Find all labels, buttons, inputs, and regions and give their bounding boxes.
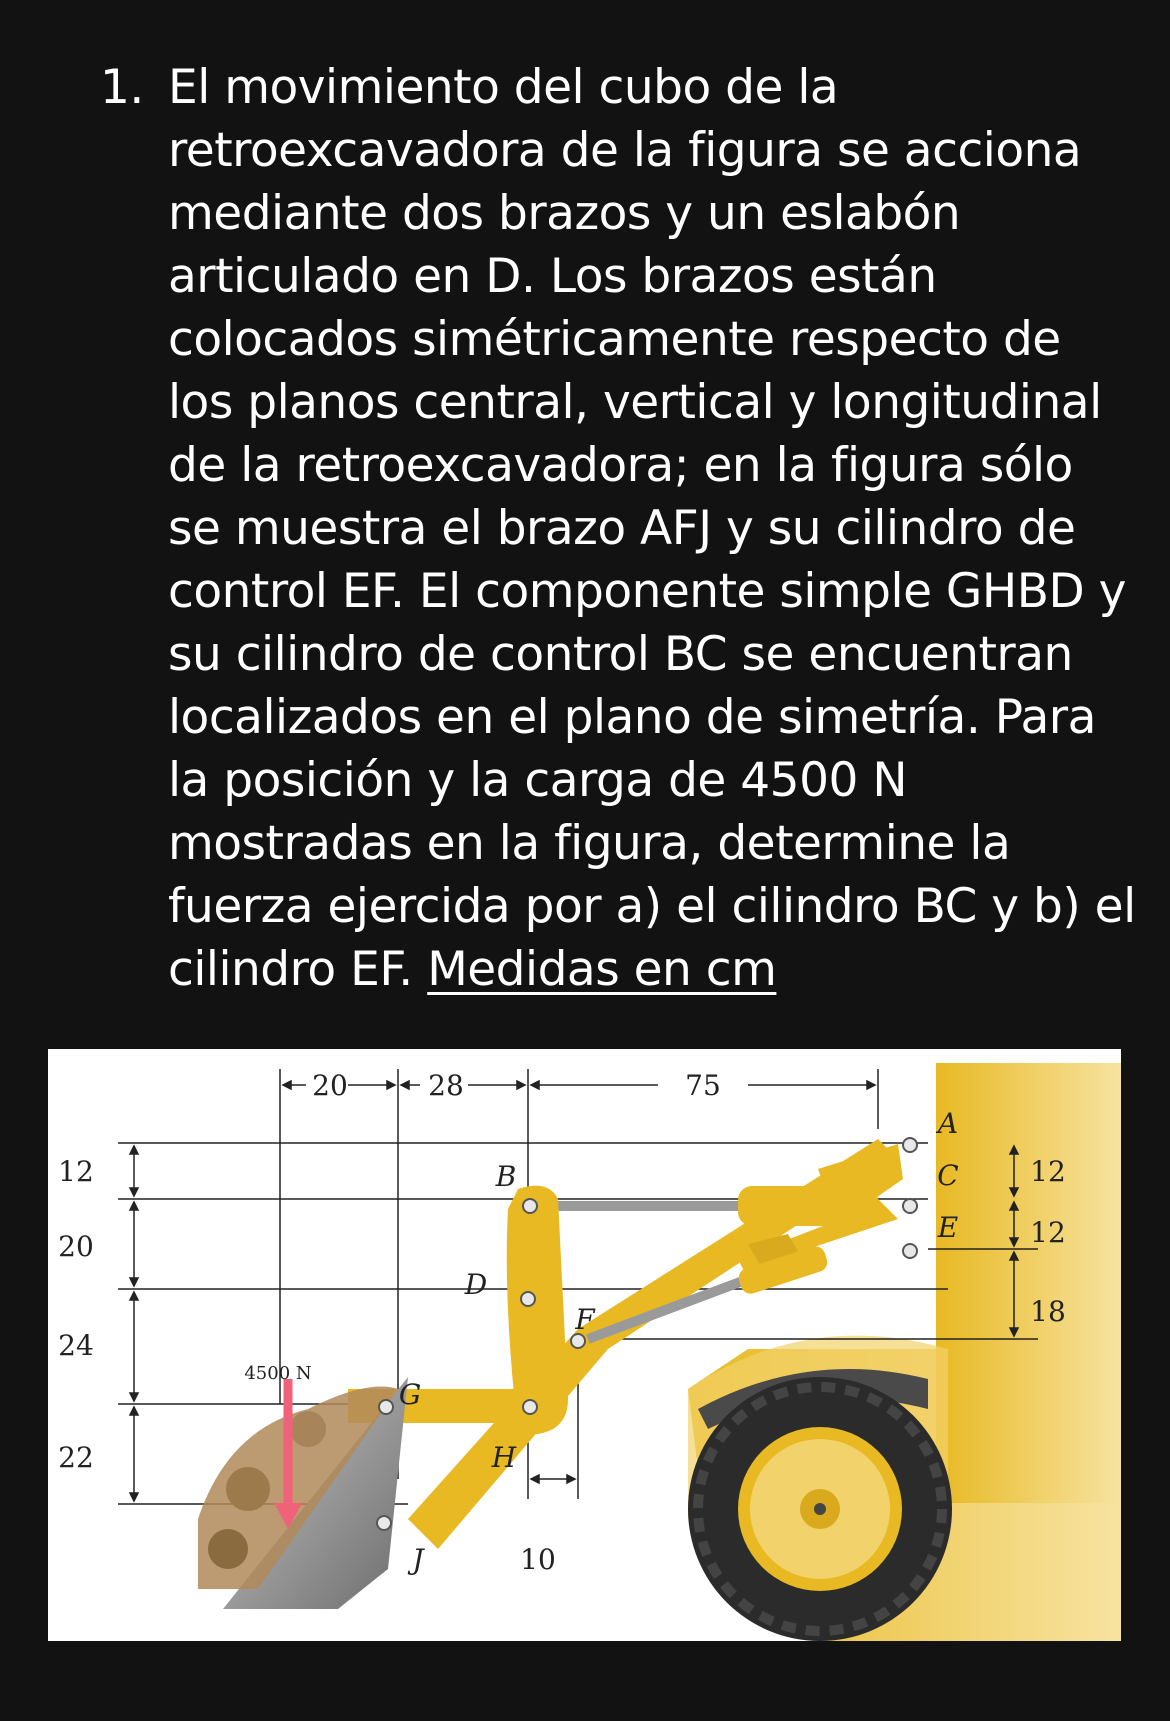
wheel <box>688 1377 952 1641</box>
dim-left-22: 22 <box>58 1441 94 1474</box>
top-dimensions <box>283 1081 875 1089</box>
backhoe-figure <box>48 1049 1121 1641</box>
dim-top-28: 28 <box>428 1069 464 1102</box>
label-j: J <box>412 1543 424 1576</box>
cylinder-bc <box>530 1144 903 1226</box>
label-a: A <box>937 1107 959 1140</box>
bucket <box>198 1377 408 1609</box>
dim-right-12a: 12 <box>1030 1155 1066 1188</box>
label-g: G <box>398 1378 422 1411</box>
label-e: E <box>937 1211 959 1244</box>
dim-right-12b: 12 <box>1030 1216 1066 1249</box>
load-label: 4500 N <box>244 1363 312 1384</box>
dim-left-24: 24 <box>58 1329 94 1362</box>
bottom-dimension <box>531 1475 575 1483</box>
label-c: C <box>937 1159 959 1192</box>
problem-body: El movimiento del cubo de la retroexcavadora de la figura se acciona mediante dos brazos y un eslabón articulado en D. Los brazos están colocados simétricamente respecto de los planos central, vertical y longitudinal de la retroexcavadora; en la figura sólo se muestra el brazo AFJ y su cilindro de control EF. El componente simple GHBD y su cilindro de control BC se encuentran localizados en el plano de simetría. Para la posición y la carga de 4500 N mostradas en la figura, determine la fuerza ejercida por a) el cilindro BC y b) el cilindro EF. <box>168 60 1136 997</box>
label-f: F <box>575 1303 595 1336</box>
backhoe-diagram <box>48 1049 1121 1641</box>
dim-top-75: 75 <box>685 1069 721 1102</box>
label-h: H <box>491 1441 517 1474</box>
dim-top-20: 20 <box>312 1069 348 1102</box>
dim-bottom-10: 10 <box>520 1543 556 1576</box>
dim-left-20: 20 <box>58 1230 94 1263</box>
units-note: Medidas en cm <box>427 942 777 997</box>
label-b: B <box>495 1160 517 1193</box>
problem-text <box>168 56 1138 1001</box>
problem-number: 1. <box>100 60 144 115</box>
label-d: D <box>464 1268 488 1301</box>
dim-left-12: 12 <box>58 1155 94 1188</box>
dim-right-18: 18 <box>1030 1295 1066 1328</box>
